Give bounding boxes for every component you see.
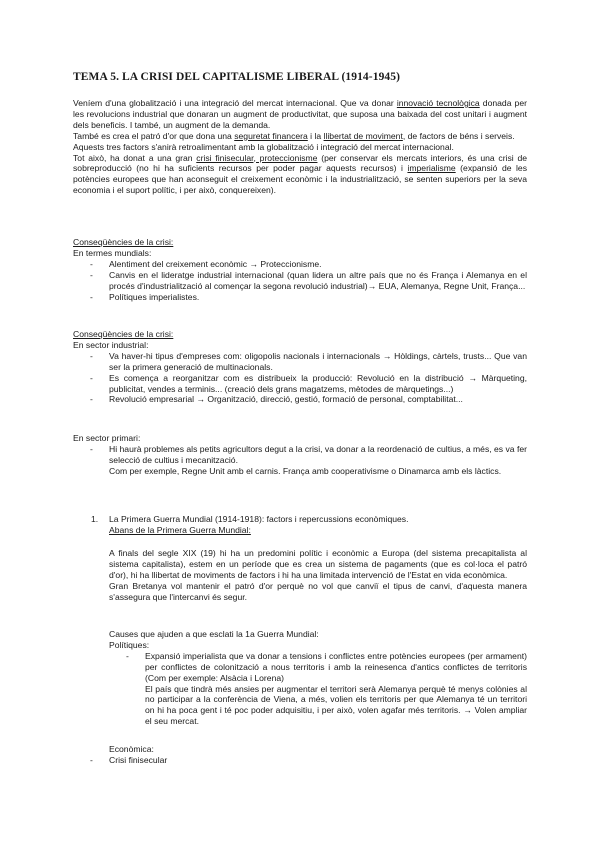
list-item: - Expansió imperialista que va donar a tensions i conflictes entre potències europees (per armament) per conflictes de colonització a nous territoris i amb la reinesenca d'antics conflictes de territoris (Com per exemple: Alsàcia i Lorena): [124, 651, 527, 684]
intro-text: (expansió de les potències europees que han aconseguit el creixement econòmic i la industrialització, se senten superiors per la seva economia i el suport polític, i per això, conquereixen).: [73, 163, 527, 196]
section-heading: Conseqüències de la crisi:: [73, 329, 174, 339]
intro-text: (per conservar els mercats interiors, és una crisi de sobreproducció (no hi ha suficients recursos per poder pagar aquests recursos) i: [73, 152, 528, 174]
numbered-heading: [73, 514, 527, 525]
ww1-economic: [73, 744, 527, 766]
intro-text: Tot això, ha donat a una gran: [73, 152, 197, 163]
underlined-term: crisi finisecular, proteccionisme: [196, 152, 318, 163]
page-title: TEMA 5. LA CRISI DEL CAPITALISME LIBERAL (1914-1945): [73, 71, 401, 83]
section-subheading: En sector industrial:: [73, 339, 149, 350]
section-title: La Primera Guerra Mundial (1914-1918): factors i repercussions econòmiques.: [109, 514, 409, 524]
underlined-term: seguretat financera: [234, 130, 308, 141]
list-item: - Es comença a reorganitzar com es distribueix la producció: Revolució en la distribució → Màrqueting, publicitat, vendes a terminis... (creació dels grans magatzems, mètodes de màrquetings...): [88, 373, 527, 395]
list-item: - Crisi finisecular: [88, 755, 527, 766]
consequences-primary: [73, 433, 527, 477]
section-subheading: En termes mundials:: [73, 247, 152, 258]
intro-text: També es crea el patró d'or que dona una: [73, 130, 235, 141]
ww1-body: [109, 548, 527, 603]
list-item: - Polítiques imperialistes.: [88, 292, 527, 303]
intro-text: , de factors de béns i serveis.: [402, 130, 515, 141]
list-item: - Revolució empresarial → Organització, direcció, gestió, formació de personal, comptabilitat...: [88, 394, 527, 405]
list-item: - Alentiment del creixement econòmic → Proteccionisme.: [88, 259, 527, 270]
intro-paragraph-2: [73, 131, 527, 142]
intro-paragraph-3: Aquests tres factors s'anirà retroalimentant amb la globalització i integració del mercat internacional.: [73, 141, 454, 152]
paragraph: A finals del segle XIX (19) hi ha un predomini polític i econòmic a Europa (del sistema precapitalista al sistema capitalista), estem en un període que es crea un sistema de pagaments (que es col·loca el patró d'or), hi ha llibertat de moviments de factors i hi ha una limitada intervenció de l'Estat en vida econòmica.: [109, 548, 527, 580]
intro-text: Veníem d'una globalització i una integració del mercat internacional. Que va donar: [73, 98, 397, 108]
section-number: 1.: [91, 514, 99, 524]
consequences-list: [88, 259, 527, 303]
section-subtitle: Abans de la Primera Guerra Mundial:: [109, 524, 251, 535]
economica-list: [88, 755, 527, 766]
politiques-list: [124, 651, 527, 684]
causes-heading: Causes que ajuden a que esclati la 1a Guerra Mundial:: [109, 629, 319, 639]
politiques-heading: Polítiques:: [109, 639, 150, 650]
underlined-term: llibertat de moviment: [323, 130, 403, 141]
intro-section: [73, 98, 527, 196]
section-heading: Conseqüències de la crisi:: [73, 237, 174, 247]
industrial-list: [88, 351, 527, 406]
underlined-term: innovació tecnològica: [396, 98, 480, 108]
underlined-term: imperialisme: [407, 163, 456, 174]
section-ww1: [73, 514, 527, 536]
intro-paragraph-4: [73, 153, 527, 197]
ww1-causes: [109, 629, 527, 727]
primary-list: [88, 444, 527, 466]
list-item: - Hi haurà problemes als petits agricultors degut a la crisi, va donar a la reordenació de cultius, a més, es va fer selecció de cultius i mecanització.: [88, 444, 527, 466]
list-item: - Va haver-hi tipus d'empreses com: oligopolis nacionals i internacionals → Hòldings, càrtels, trusts... Que van ser la primera generació de multinacionals.: [88, 351, 527, 373]
list-item: - Canvis en el lideratge industrial internacional (quan lidera un altre país que no és França i Alemanya en el procés d'industrialització al començar la segona revolució industrial)→ EUA, Alemanya, Regne Unit, França...: [88, 270, 527, 292]
paragraph: Gran Bretanya vol mantenir el patró d'or perquè no vol que canviï el tipus de canvi, d'aquesta manera s'assegura que l'intercanvi és segur.: [109, 580, 527, 602]
consequences-industrial: [73, 329, 527, 405]
section-subheading: En sector primari:: [73, 433, 141, 443]
intro-text: i la: [307, 130, 324, 141]
consequences-world: [73, 237, 527, 302]
list-item-continuation: Com per exemple, Regne Unit amb el carnis. França amb cooperativisme o Dinamarca amb els làctics.: [109, 465, 502, 476]
intro-paragraph-1: [73, 98, 527, 131]
economica-heading: Econòmica:: [109, 744, 154, 754]
list-item-continuation: El país que tindrà més ansies per augmentar el territori serà Alemanya perquè té menys colònies al no participar a la conferència de Viena, a més, volien els territoris per que Alemanya té un territori on hi ha poca gent i té poc poder adquisitiu, i per això, volen agafar més territoris. → Volen ampliar el seu mercat.: [145, 683, 527, 727]
intro-text: donada per les revolucions industrial que donaran un augment de productivitat, que suposa una baixada del cost unitari i augment dels beneficis. I també, un augment de la demanda.: [73, 98, 527, 130]
